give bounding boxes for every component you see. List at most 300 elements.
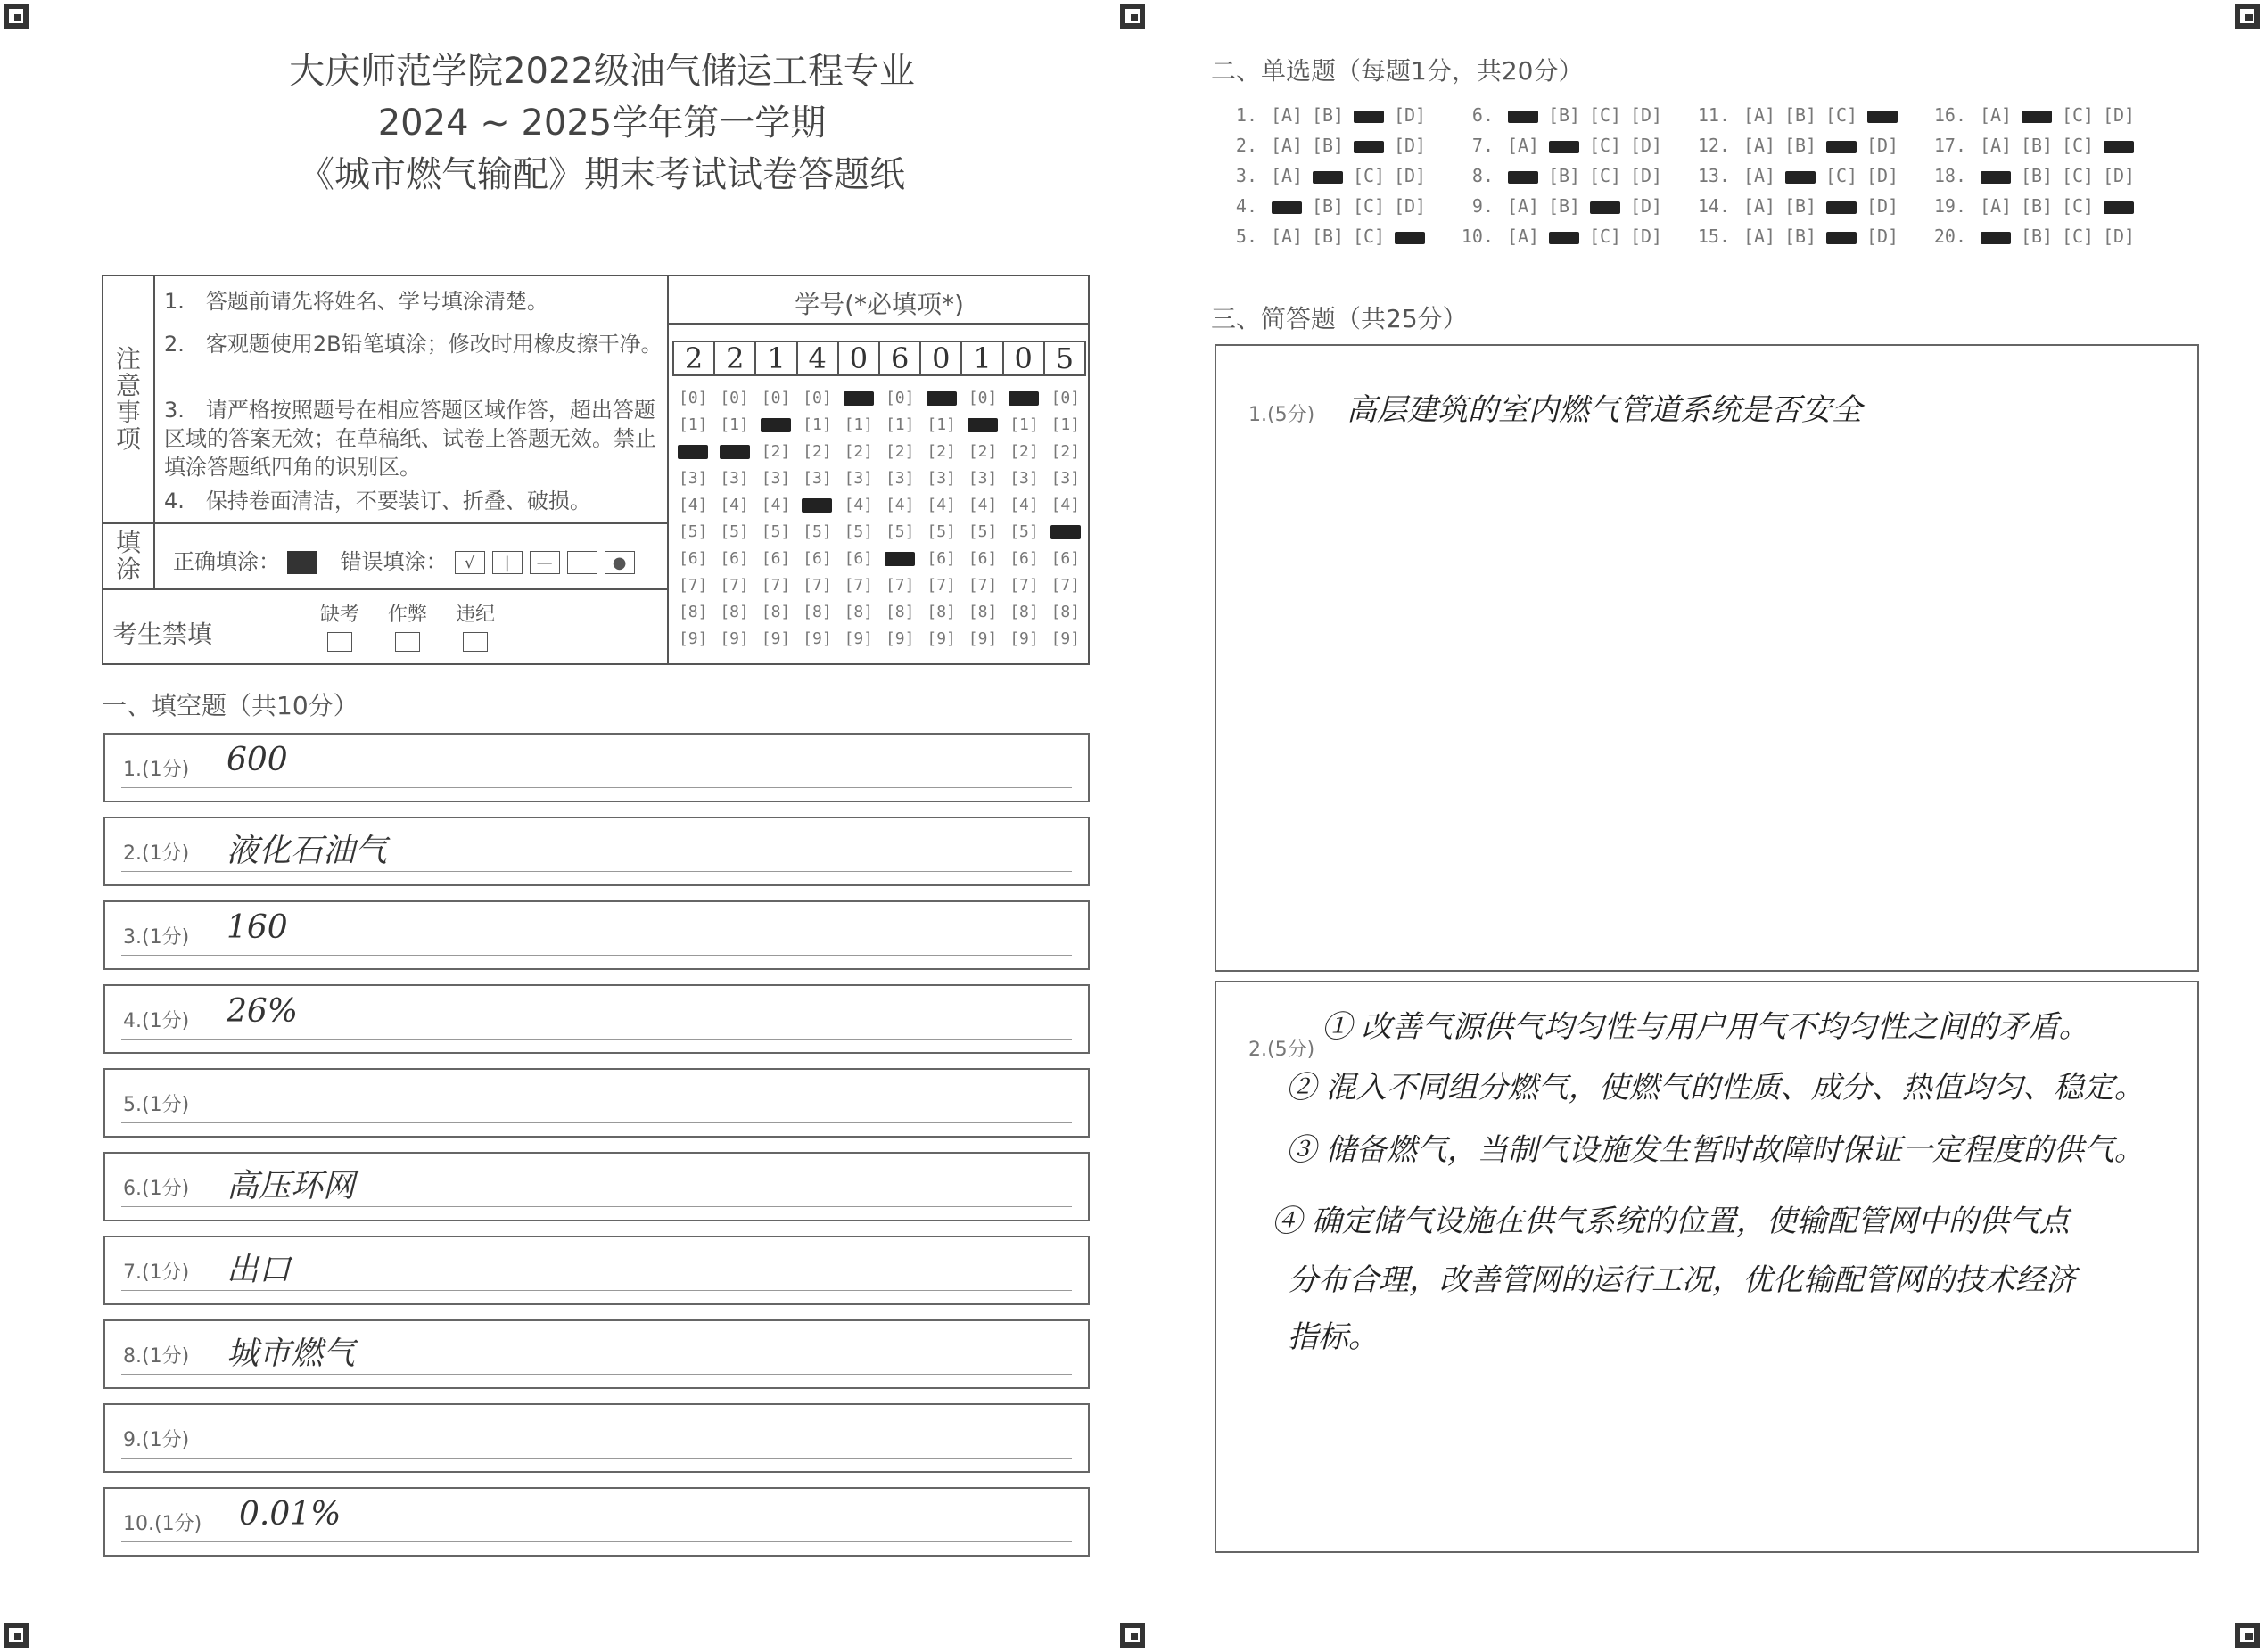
- student-id-bubble[interactable]: [1]: [927, 415, 956, 434]
- student-id-bubble[interactable]: [5]: [678, 522, 708, 541]
- student-id-bubble[interactable]: [2]: [968, 442, 998, 461]
- mcq-option[interactable]: [D]: [1393, 104, 1427, 126]
- mcq-option[interactable]: [C]: [1824, 104, 1858, 126]
- student-id-bubble[interactable]: [5]: [927, 522, 956, 541]
- wrong-fill-bar: |: [492, 551, 523, 574]
- fill-in-blank-answer: 0.01%: [239, 1496, 342, 1533]
- mcq-option[interactable]: [C]: [2061, 104, 2095, 126]
- student-id-row: [672, 546, 1086, 572]
- mcq-question-12: [1696, 130, 1932, 160]
- notice-label: 注 意 事 项: [115, 344, 141, 454]
- mcq-question-8: [1460, 160, 1696, 191]
- violation-checkbox[interactable]: [463, 632, 488, 652]
- student-id-bubble[interactable]: [7]: [885, 576, 915, 595]
- mcq-option[interactable]: [C]: [2061, 135, 2095, 156]
- mcq-option[interactable]: [A]: [1506, 195, 1540, 217]
- student-id-bubble[interactable]: [4]: [885, 496, 915, 514]
- mcq-option[interactable]: [B]: [2020, 165, 2054, 186]
- student-id-bubble[interactable]: [9]: [927, 629, 956, 648]
- mcq-number: 19.: [1933, 195, 1966, 217]
- student-id-bubble[interactable]: [6]: [720, 549, 749, 568]
- mcq-option[interactable]: [C]: [1352, 226, 1386, 247]
- mcq-question-15: [1696, 221, 1932, 251]
- mcq-option[interactable]: [D]: [1866, 226, 1899, 247]
- fill-in-blank-box-4[interactable]: [103, 984, 1090, 1054]
- student-id-digits: 2 2 1 4 0 6 0 1 0 5: [672, 341, 1086, 376]
- wrong-fill-check: √: [455, 551, 485, 574]
- student-id-bubble-filled[interactable]: [920, 385, 961, 412]
- student-id-bubble[interactable]: [8]: [927, 603, 956, 621]
- answer-underline: [121, 787, 1072, 788]
- fill-legend: 正确填涂： 错误填涂： √ | — ●: [173, 544, 635, 575]
- mcq-option[interactable]: [D]: [1629, 195, 1663, 217]
- student-id-bubble[interactable]: [1]: [844, 415, 874, 434]
- student-id-bubble[interactable]: [8]: [968, 603, 998, 621]
- mcq-question-13: [1696, 160, 1932, 191]
- mcq-option-filled[interactable]: [1785, 171, 1816, 184]
- fill-in-blank-title: 一、填空题（共10分）: [102, 691, 358, 720]
- student-id-bubble[interactable]: [6]: [844, 549, 874, 568]
- student-id-row: [672, 626, 1086, 653]
- mcq-option-filled[interactable]: [1395, 232, 1425, 244]
- student-id-bubble[interactable]: [3]: [927, 469, 956, 488]
- mcq-option-filled[interactable]: [1313, 171, 1343, 184]
- student-id-bubble[interactable]: [6]: [761, 549, 791, 568]
- fill-in-blank-answer: 高压环网: [226, 1168, 356, 1204]
- student-id-bubble[interactable]: [9]: [844, 629, 874, 648]
- mcq-number: 4.: [1235, 195, 1257, 217]
- mcq-option[interactable]: [B]: [2020, 195, 2054, 217]
- student-id-bubble[interactable]: [5]: [720, 522, 749, 541]
- student-id-bubble[interactable]: [7]: [927, 576, 956, 595]
- student-id-bubble[interactable]: [3]: [1009, 469, 1039, 488]
- mcq-option[interactable]: [A]: [1270, 226, 1304, 247]
- answer-underline: [121, 1458, 1072, 1459]
- student-id-bubble[interactable]: [0]: [885, 389, 915, 407]
- student-id-bubble[interactable]: [2]: [803, 442, 832, 461]
- mcq-option[interactable]: [C]: [1588, 165, 1622, 186]
- student-id-bubble[interactable]: [5]: [1009, 522, 1039, 541]
- student-id-bubble[interactable]: [7]: [968, 576, 998, 595]
- student-id-bubble[interactable]: [9]: [720, 629, 749, 648]
- answer-underline: [121, 871, 1072, 872]
- student-id-bubble[interactable]: [0]: [803, 389, 832, 407]
- fill-in-blank-answer: 160: [226, 909, 288, 946]
- mcq-row: [1223, 130, 2169, 160]
- mcq-option[interactable]: [D]: [2102, 226, 2136, 247]
- fill-in-blank-label: 8.(1分): [123, 1345, 190, 1368]
- mcq-option-filled[interactable]: [1826, 201, 1857, 214]
- mcq-option-filled[interactable]: [2104, 201, 2134, 214]
- mcq-option[interactable]: [B]: [1783, 195, 1817, 217]
- mcq-option-filled[interactable]: [1826, 232, 1857, 244]
- mcq-option-filled[interactable]: [1508, 111, 1538, 123]
- student-id-bubble[interactable]: [4]: [1009, 496, 1039, 514]
- student-id-row: [672, 465, 1086, 492]
- student-id-bubble[interactable]: [1]: [1009, 415, 1039, 434]
- short-answer-2-line-3: ③ 储备燃气，当制气设施发生暂时故障时保证一定程度的供气。: [1286, 1132, 2145, 1168]
- short-answer-title: 三、简答题（共25分）: [1211, 304, 1468, 333]
- short-answer-2-line-5: 分布合理，改善管网的运行工况，优化输配管网的技术经济: [1288, 1262, 2076, 1298]
- student-id-bubble[interactable]: [3]: [720, 469, 749, 488]
- exam-title-line3: 《城市燃气输配》期末考试试卷答题纸: [299, 154, 905, 195]
- mcq-option[interactable]: [D]: [1629, 165, 1663, 186]
- student-id-bubble[interactable]: [8]: [844, 603, 874, 621]
- student-id-bubble[interactable]: [5]: [968, 522, 998, 541]
- fill-in-blank-box-10[interactable]: [103, 1487, 1090, 1557]
- student-id-bubble[interactable]: [2]: [761, 442, 791, 461]
- student-id-bubble[interactable]: [6]: [968, 549, 998, 568]
- mcq-option-filled[interactable]: [2022, 111, 2052, 123]
- answer-underline: [121, 1206, 1072, 1207]
- student-id-bubble-filled[interactable]: [838, 385, 879, 412]
- student-id-bubble[interactable]: [2]: [844, 442, 874, 461]
- mcq-option-filled[interactable]: [1981, 232, 2011, 244]
- student-id-bubble-grid: [672, 385, 1086, 653]
- mcq-option[interactable]: [D]: [1393, 195, 1427, 217]
- mcq-option[interactable]: [B]: [1547, 104, 1581, 126]
- student-id-bubble[interactable]: [8]: [678, 603, 708, 621]
- mcq-option[interactable]: [A]: [1742, 195, 1776, 217]
- student-id-bubble[interactable]: [4]: [1050, 496, 1081, 514]
- student-id-bubble[interactable]: [0]: [1050, 389, 1081, 407]
- fill-in-blank-answer: 液化石油气: [226, 833, 388, 869]
- mcq-question-7: [1460, 130, 1696, 160]
- fill-in-blank-box-5[interactable]: [103, 1068, 1090, 1138]
- student-id-bubble-filled[interactable]: [1045, 519, 1086, 546]
- student-id-bubble[interactable]: [0]: [678, 389, 708, 407]
- student-id-bubble[interactable]: [4]: [761, 496, 791, 514]
- corner-marker-bottom-right: [2235, 1623, 2260, 1648]
- student-id-bubble[interactable]: [2]: [885, 442, 915, 461]
- fill-in-blank-box-1[interactable]: [103, 733, 1090, 802]
- student-id-row: [672, 599, 1086, 626]
- mcq-option[interactable]: [B]: [2020, 135, 2054, 156]
- student-id-bubble[interactable]: [6]: [1050, 549, 1081, 568]
- mcq-number: 20.: [1933, 226, 1966, 247]
- mcq-option[interactable]: [B]: [1783, 104, 1817, 126]
- student-id-bubble[interactable]: [3]: [844, 469, 874, 488]
- fill-in-blank-box-6[interactable]: [103, 1152, 1090, 1221]
- student-id-bubble-filled[interactable]: [755, 412, 796, 439]
- mcq-option[interactable]: [A]: [1506, 135, 1540, 156]
- mcq-row: [1223, 100, 2169, 130]
- mcq-option[interactable]: [D]: [1866, 165, 1899, 186]
- student-id-bubble[interactable]: [9]: [678, 629, 708, 648]
- student-id-bubble[interactable]: [1]: [720, 415, 749, 434]
- student-id-row: [672, 519, 1086, 546]
- short-answer-2-label: 2.(5分): [1248, 1039, 1315, 1061]
- mcq-question-17: [1932, 130, 2169, 160]
- student-id-bubble[interactable]: [2]: [927, 442, 956, 461]
- mcq-option[interactable]: [A]: [1742, 165, 1776, 186]
- mcq-number: 13.: [1697, 165, 1730, 186]
- student-id-bubble[interactable]: [3]: [885, 469, 915, 488]
- multiple-choice-grid: [1223, 100, 2169, 251]
- mcq-question-11: [1696, 100, 1932, 130]
- mcq-option[interactable]: [D]: [1629, 104, 1663, 126]
- student-id-bubble[interactable]: [0]: [720, 389, 749, 407]
- fill-in-blank-box-8[interactable]: [103, 1319, 1090, 1389]
- corner-marker-bottom-left: [4, 1623, 29, 1648]
- mcq-option[interactable]: [D]: [1629, 135, 1663, 156]
- mcq-option-filled[interactable]: [1354, 141, 1384, 153]
- student-id-bubble[interactable]: [9]: [1050, 629, 1081, 648]
- student-id-bubble[interactable]: [4]: [720, 496, 749, 514]
- short-answer-2-line-1: ① 改善气源供气均匀性与用户用气不均匀性之间的矛盾。: [1322, 1009, 2089, 1045]
- student-id-bubble-filled[interactable]: [796, 492, 837, 519]
- mcq-option-filled[interactable]: [2104, 141, 2134, 153]
- mcq-option[interactable]: [C]: [2061, 226, 2095, 247]
- corner-marker-top-left: [4, 4, 29, 29]
- mcq-option-filled[interactable]: [1549, 141, 1579, 153]
- student-id-bubble-filled[interactable]: [1003, 385, 1044, 412]
- student-id-bubble[interactable]: [9]: [968, 629, 998, 648]
- mcq-question-10: [1460, 221, 1696, 251]
- student-id-bubble[interactable]: [6]: [927, 549, 956, 568]
- answer-underline: [121, 1039, 1072, 1040]
- mcq-number: 1.: [1235, 104, 1257, 126]
- student-id-row: [672, 439, 1086, 465]
- student-id-bubble[interactable]: [1]: [678, 415, 708, 434]
- mcq-option[interactable]: [A]: [1270, 165, 1304, 186]
- student-id-bubble-filled[interactable]: [879, 546, 920, 572]
- student-id-title: 学号(*必填项*): [795, 290, 964, 319]
- mcq-option-filled[interactable]: [1549, 232, 1579, 244]
- absent-checkbox[interactable]: [327, 632, 352, 652]
- student-id-bubble[interactable]: [8]: [885, 603, 915, 621]
- student-id-bubble[interactable]: [2]: [1009, 442, 1039, 461]
- mcq-option[interactable]: [D]: [2102, 165, 2136, 186]
- fill-in-blank-box-7[interactable]: [103, 1236, 1090, 1305]
- mcq-option[interactable]: [B]: [1311, 135, 1345, 156]
- short-answer-1-label: 1.(5分): [1248, 404, 1315, 426]
- student-id-bubble[interactable]: [6]: [803, 549, 832, 568]
- mcq-option[interactable]: [D]: [1393, 135, 1427, 156]
- student-id-bubble[interactable]: [8]: [720, 603, 749, 621]
- fill-in-blank-box-3[interactable]: [103, 900, 1090, 970]
- mcq-option-filled[interactable]: [1981, 171, 2011, 184]
- mcq-number: 9.: [1471, 195, 1494, 217]
- multiple-choice-title: 二、单选题（每题1分，共20分）: [1211, 56, 1584, 86]
- fill-in-blank-label: 6.(1分): [123, 1178, 190, 1200]
- fill-in-blank-label: 9.(1分): [123, 1429, 190, 1451]
- mcq-option[interactable]: [B]: [2020, 226, 2054, 247]
- student-id-bubble[interactable]: [1]: [803, 415, 832, 434]
- mcq-option-filled[interactable]: [1826, 141, 1857, 153]
- mcq-number: 10.: [1461, 226, 1494, 247]
- student-id-bubble[interactable]: [4]: [927, 496, 956, 514]
- mcq-number: 17.: [1933, 135, 1966, 156]
- mcq-option[interactable]: [C]: [1824, 165, 1858, 186]
- wrong-fill-dot: ●: [605, 551, 635, 574]
- student-id-bubble[interactable]: [7]: [720, 576, 749, 595]
- mcq-question-18: [1932, 160, 2169, 191]
- student-id-bubble[interactable]: [0]: [761, 389, 791, 407]
- mcq-number: 12.: [1697, 135, 1730, 156]
- mcq-option[interactable]: [D]: [1866, 195, 1899, 217]
- mcq-option[interactable]: [A]: [1742, 226, 1776, 247]
- notice-item-3: 3. 请严格按照题号在相应答题区域作答，超出答题区域的答案无效；在草稿纸、试卷上答题无效。禁止填涂答题纸四角的识别区。: [164, 398, 656, 480]
- student-id-bubble[interactable]: [2]: [1050, 442, 1081, 461]
- mcq-option[interactable]: [C]: [1352, 195, 1386, 217]
- fill-in-blank-answer: 出口: [226, 1252, 292, 1288]
- student-id-bubble-filled[interactable]: [713, 439, 754, 465]
- student-id-bubble[interactable]: [4]: [844, 496, 874, 514]
- student-id-bubble[interactable]: [6]: [1009, 549, 1039, 568]
- mcq-number: 6.: [1471, 104, 1494, 126]
- student-id-bubble[interactable]: [9]: [1009, 629, 1039, 648]
- mcq-number: 16.: [1933, 104, 1966, 126]
- mcq-option[interactable]: [A]: [1742, 104, 1776, 126]
- mcq-question-4: [1223, 191, 1460, 221]
- short-answer-2-line-4: ④ 确定储气设施在供气系统的位置，使输配管网中的供气点: [1272, 1204, 2070, 1239]
- notice-item-1: 1. 答题前请先将姓名、学号填涂清楚。: [164, 289, 548, 314]
- fill-in-blank-box-2[interactable]: [103, 817, 1090, 886]
- student-id-bubble-filled[interactable]: [962, 412, 1003, 439]
- fill-in-blank-box-9[interactable]: [103, 1403, 1090, 1473]
- student-id-bubble[interactable]: [8]: [1009, 603, 1039, 621]
- student-id-bubble[interactable]: [7]: [844, 576, 874, 595]
- mcq-number: 3.: [1235, 165, 1257, 186]
- mcq-option[interactable]: [D]: [1629, 226, 1663, 247]
- mcq-option[interactable]: [B]: [1783, 226, 1817, 247]
- student-id-bubble[interactable]: [8]: [1050, 603, 1081, 621]
- student-id-bubble[interactable]: [6]: [678, 549, 708, 568]
- student-id-bubble[interactable]: [3]: [761, 469, 791, 488]
- student-id-bubble-filled[interactable]: [672, 439, 713, 465]
- correct-fill-example: [287, 551, 317, 574]
- mcq-option[interactable]: [A]: [1270, 135, 1304, 156]
- mcq-option[interactable]: [D]: [2102, 104, 2136, 126]
- student-id-bubble[interactable]: [3]: [1050, 469, 1081, 488]
- fill-in-blank-label: 3.(1分): [123, 926, 190, 949]
- corner-marker-bottom-middle: [1120, 1623, 1145, 1648]
- mcq-question-6: [1460, 100, 1696, 130]
- short-answer-1-box[interactable]: [1215, 344, 2199, 972]
- short-answer-1-text: 高层建筑的室内燃气管道系统是否安全: [1347, 392, 1862, 428]
- notice-item-2: 2. 客观题使用2B铅笔填涂；修改时用橡皮擦干净。: [164, 332, 663, 357]
- student-id-bubble[interactable]: [7]: [803, 576, 832, 595]
- mcq-option[interactable]: [B]: [1783, 135, 1817, 156]
- student-id-bubble[interactable]: [7]: [1009, 576, 1039, 595]
- mcq-option[interactable]: [A]: [1742, 135, 1776, 156]
- student-id-bubble[interactable]: [9]: [885, 629, 915, 648]
- mcq-option[interactable]: [B]: [1311, 195, 1345, 217]
- mcq-option-filled[interactable]: [1867, 111, 1898, 123]
- short-answer-2-line-2: ② 混入不同组分燃气，使燃气的性质、成分、热值均匀、稳定。: [1286, 1070, 2145, 1105]
- mcq-question-5: [1223, 221, 1460, 251]
- mcq-number: 2.: [1235, 135, 1257, 156]
- mcq-option[interactable]: [C]: [1352, 165, 1386, 186]
- notice-item-4: 4. 保持卷面清洁，不要装订、折叠、破损。: [164, 489, 591, 514]
- short-answer-2-line-6: 指标。: [1288, 1319, 1379, 1355]
- mcq-question-20: [1932, 221, 2169, 251]
- mcq-option[interactable]: [B]: [1547, 165, 1581, 186]
- student-id-bubble[interactable]: [5]: [885, 522, 915, 541]
- mcq-option-filled[interactable]: [1354, 111, 1384, 123]
- mcq-option[interactable]: [A]: [1979, 104, 2013, 126]
- mcq-option-filled[interactable]: [1272, 201, 1302, 214]
- student-id-bubble[interactable]: [7]: [678, 576, 708, 595]
- student-id-bubble[interactable]: [4]: [678, 496, 708, 514]
- mcq-option[interactable]: [A]: [1979, 195, 2013, 217]
- student-id-bubble[interactable]: [9]: [761, 629, 791, 648]
- student-id-bubble[interactable]: [7]: [1050, 576, 1081, 595]
- mcq-option-filled[interactable]: [1508, 171, 1538, 184]
- mcq-question-9: [1460, 191, 1696, 221]
- student-id-bubble[interactable]: [5]: [844, 522, 874, 541]
- student-id-bubble[interactable]: [1]: [1050, 415, 1081, 434]
- wrong-fill-blank: [567, 551, 597, 574]
- mcq-row: [1223, 191, 2169, 221]
- student-id-bubble[interactable]: [3]: [968, 469, 998, 488]
- forbidden-label: 考生禁填: [112, 620, 213, 649]
- student-id-bubble[interactable]: [3]: [803, 469, 832, 488]
- student-id-bubble[interactable]: [1]: [885, 415, 915, 434]
- mcq-option[interactable]: [B]: [1547, 195, 1581, 217]
- fill-in-blank-label: 1.(1分): [123, 759, 190, 781]
- mcq-option[interactable]: [A]: [1979, 135, 2013, 156]
- mcq-option[interactable]: [D]: [1866, 135, 1899, 156]
- corner-marker-top-middle: [1120, 4, 1145, 29]
- mcq-question-16: [1932, 100, 2169, 130]
- mcq-option[interactable]: [C]: [2061, 195, 2095, 217]
- student-id-row: [672, 412, 1086, 439]
- student-id-bubble[interactable]: [5]: [761, 522, 791, 541]
- mcq-number: 8.: [1471, 165, 1494, 186]
- mcq-option[interactable]: [B]: [1311, 226, 1345, 247]
- mcq-option[interactable]: [C]: [1588, 104, 1622, 126]
- mcq-option-filled[interactable]: [1590, 201, 1620, 214]
- mcq-option[interactable]: [A]: [1506, 226, 1540, 247]
- mcq-question-14: [1696, 191, 1932, 221]
- exam-title-line2: 2024 ~ 2025学年第一学期: [377, 103, 827, 144]
- mcq-option[interactable]: [C]: [1588, 135, 1622, 156]
- mcq-question-2: [1223, 130, 1460, 160]
- forbidden-options: 缺考 作弊 违纪: [317, 599, 498, 652]
- mcq-question-3: [1223, 160, 1460, 191]
- fill-in-blank-label: 7.(1分): [123, 1262, 190, 1284]
- answer-underline: [121, 1541, 1072, 1542]
- student-id-bubble[interactable]: [9]: [803, 629, 832, 648]
- student-id-bubble[interactable]: [8]: [761, 603, 791, 621]
- mcq-option[interactable]: [B]: [1311, 104, 1345, 126]
- answer-underline: [121, 955, 1072, 956]
- answer-underline: [121, 1122, 1072, 1123]
- mcq-option[interactable]: [A]: [1270, 104, 1304, 126]
- answer-underline: [121, 1290, 1072, 1291]
- cheat-checkbox[interactable]: [395, 632, 420, 652]
- student-id-bubble[interactable]: [5]: [803, 522, 832, 541]
- mcq-option[interactable]: [C]: [1588, 226, 1622, 247]
- student-id-bubble[interactable]: [7]: [761, 576, 791, 595]
- fill-in-blank-label: 5.(1分): [123, 1094, 190, 1116]
- short-answer-2-box[interactable]: [1215, 981, 2199, 1553]
- student-id-row: [672, 492, 1086, 519]
- student-id-bubble[interactable]: [8]: [803, 603, 832, 621]
- mcq-option[interactable]: [C]: [2061, 165, 2095, 186]
- mcq-option[interactable]: [D]: [1393, 165, 1427, 186]
- mcq-number: 18.: [1933, 165, 1966, 186]
- student-id-bubble[interactable]: [3]: [678, 469, 708, 488]
- student-id-bubble[interactable]: [0]: [968, 389, 998, 407]
- mcq-number: 11.: [1697, 104, 1730, 126]
- student-id-bubble[interactable]: [4]: [968, 496, 998, 514]
- info-box: [102, 275, 1090, 665]
- mcq-row: [1223, 221, 2169, 251]
- fill-in-blank-answer: 城市燃气: [226, 1336, 356, 1372]
